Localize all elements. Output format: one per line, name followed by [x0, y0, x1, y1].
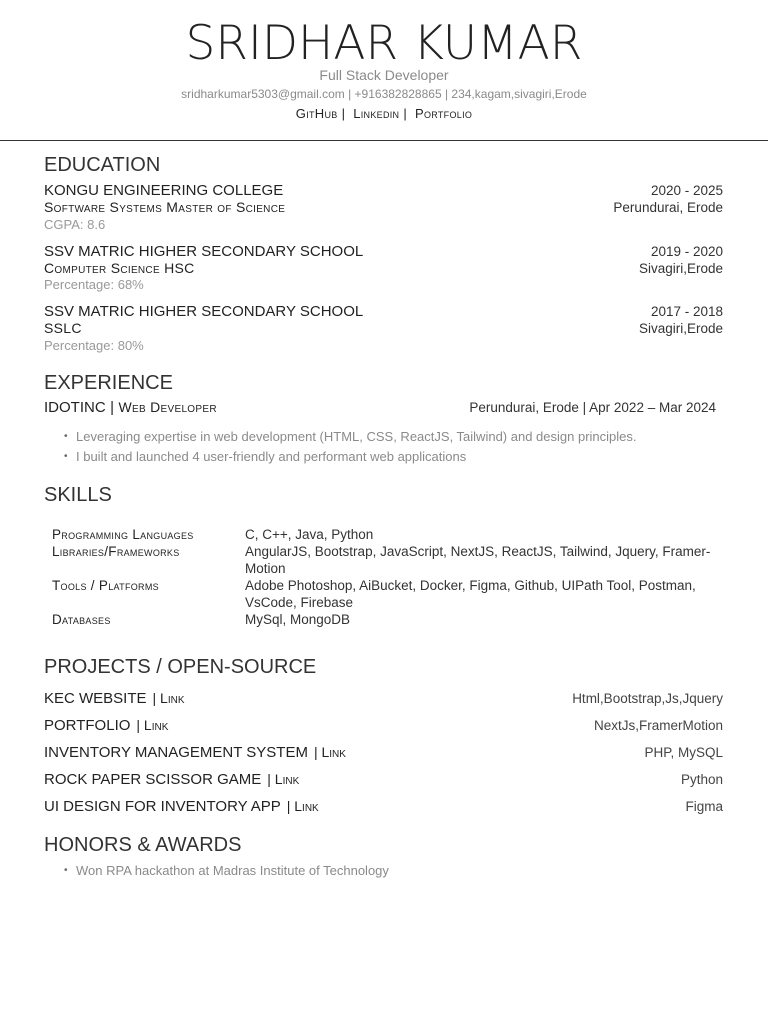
education-detail [44, 260, 723, 276]
project-item [44, 717, 723, 735]
project-tech: Python [680, 772, 723, 787]
education-years: 2017 - 2018 [650, 304, 723, 319]
candidate-name: SRIDHAR KUMAR [185, 16, 583, 71]
education-entry [44, 243, 723, 260]
profile-links [0, 106, 768, 121]
project-tech: NextJs,FramerMotion [593, 718, 723, 733]
project-item [44, 771, 723, 789]
github-link[interactable]: GitHub [295, 106, 338, 121]
project-name: ROCK PAPER SCISSOR GAME [44, 771, 262, 788]
project-link[interactable]: | Link [136, 717, 169, 733]
education-detail [44, 320, 723, 336]
school-name: SSV MATRIC HIGHER SECONDARY SCHOOL [44, 303, 364, 320]
skill-category: Libraries/Frameworks [52, 544, 180, 559]
link-separator: | [341, 106, 346, 121]
header-divider [0, 140, 768, 141]
skill-values: C, C++, Java, Python [245, 527, 374, 542]
table-row [52, 543, 724, 577]
role-title: Web Developer [118, 399, 217, 415]
skill-category: Databases [52, 612, 111, 627]
education-heading: EDUCATION [44, 154, 161, 176]
list-item: • I built and launched 4 user-friendly and performant web applications [64, 447, 637, 467]
experience-location-dates: Perundurai, Erode | Apr 2022 – Mar 2024 [469, 400, 716, 415]
school-name: KONGU ENGINEERING COLLEGE [44, 182, 284, 199]
experience-entry [44, 399, 716, 417]
education-location: Sivagiri,Erode [638, 321, 723, 336]
education-location: Perundurai, Erode [613, 200, 723, 215]
education-location: Sivagiri,Erode [638, 261, 723, 276]
skill-values: MySql, MongoDB [245, 612, 351, 627]
list-item: • Leveraging expertise in web development (HTML, CSS, ReactJS, Tailwind) and design principles. [64, 427, 637, 447]
projects-heading: PROJECTS / OPEN-SOURCE [44, 656, 317, 678]
project-item [44, 744, 723, 762]
project-link[interactable]: | Link [267, 771, 300, 787]
skill-values: AngularJS, Bootstrap, JavaScript, NextJS, ReactJS, Tailwind, Jquery, Framer-Motion [245, 544, 711, 576]
skill-category: Tools / Platforms [52, 578, 159, 593]
experience-role-line [44, 399, 217, 417]
list-item: • Won RPA hackathon at Madras Institute of Technology [64, 861, 389, 881]
education-entry [44, 182, 723, 199]
project-name: UI DESIGN FOR INVENTORY APP [44, 798, 281, 815]
education-detail [44, 199, 723, 215]
table-row [52, 577, 724, 611]
linkedin-link[interactable]: Linkedin [353, 106, 400, 121]
experience-bullets [64, 427, 637, 467]
school-name: SSV MATRIC HIGHER SECONDARY SCHOOL [44, 243, 364, 260]
education-years: 2019 - 2020 [650, 244, 723, 259]
job-title: Full Stack Developer [319, 67, 449, 83]
education-years: 2020 - 2025 [650, 183, 723, 198]
degree-name: Computer Science HSC [44, 260, 195, 276]
project-tech: Html,Bootstrap,Js,Jquery [572, 691, 723, 706]
link-separator: | [403, 106, 408, 121]
education-score: CGPA: 8.6 [44, 217, 106, 232]
company-name: IDOTINC [44, 399, 106, 416]
project-link[interactable]: | Link [152, 690, 185, 706]
project-tech: Figma [685, 799, 723, 814]
education-score: Percentage: 80% [44, 338, 144, 353]
skills-table [52, 526, 724, 628]
skill-category: Programming Languages [52, 527, 194, 542]
degree-name: SSLC [44, 320, 82, 336]
project-item [44, 690, 723, 708]
contact-line: sridharkumar5303@gmail.com | +916382828865 | 234,kagam,sivagiri,Erode [181, 87, 587, 101]
project-link[interactable]: | Link [313, 744, 346, 760]
table-row [52, 611, 724, 628]
table-row [52, 526, 724, 543]
project-name: INVENTORY MANAGEMENT SYSTEM [44, 744, 308, 761]
project-tech: PHP, MySQL [644, 745, 723, 760]
skills-heading: SKILLS [44, 484, 112, 506]
awards-bullets [64, 861, 389, 881]
project-item [44, 798, 723, 816]
project-name: PORTFOLIO [44, 717, 131, 734]
project-link[interactable]: | Link [286, 798, 319, 814]
degree-name: Software Systems Master of Science [44, 199, 286, 215]
project-name: KEC WEBSITE [44, 690, 147, 707]
experience-heading: EXPERIENCE [44, 372, 173, 394]
skill-values: Adobe Photoshop, AiBucket, Docker, Figma, Github, UIPath Tool, Postman, VsCode, Firebase [245, 578, 696, 610]
education-score: Percentage: 68% [44, 277, 144, 292]
portfolio-link[interactable]: Portfolio [414, 106, 473, 121]
awards-heading: HONORS & AWARDS [44, 834, 242, 856]
role-separator: | [110, 399, 115, 416]
education-entry [44, 303, 723, 320]
